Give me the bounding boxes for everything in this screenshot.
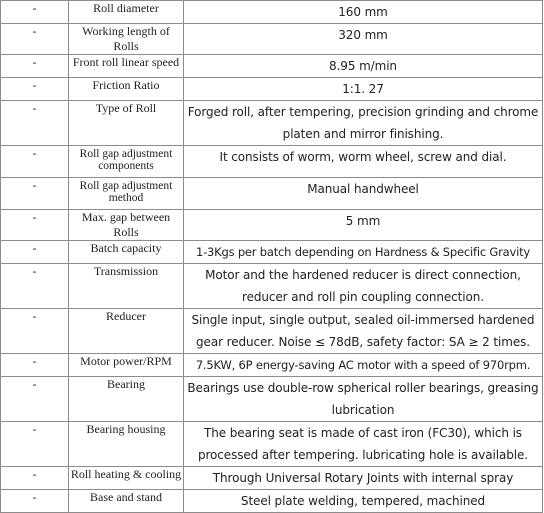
table-row	[1, 78, 543, 101]
table-row	[1, 178, 543, 210]
param-value: Bearings use double-row spherical roller bearings, greasing lubrication	[184, 377, 543, 422]
param-value: 1-3Kgs per batch depending on Hardness & Specific Gravity	[184, 241, 543, 264]
param-label: Motor power/RPM	[69, 354, 184, 377]
param-value: Single input, single output, sealed oil-immersed hardened gear reducer. Noise ≤ 78dB, safety factor: SA ≥ 2 times.	[184, 309, 543, 354]
param-label: Working length of Rolls	[69, 24, 184, 55]
table-row	[1, 1, 543, 24]
table-row	[1, 55, 543, 78]
param-value: Manual handwheel	[184, 178, 543, 210]
row-marker: -	[1, 1, 69, 24]
row-marker: -	[1, 55, 69, 78]
param-label: Batch capacity	[69, 241, 184, 264]
table-row	[1, 241, 543, 264]
row-marker: -	[1, 490, 69, 513]
param-label: Friction Ratio	[69, 78, 184, 101]
row-marker: -	[1, 377, 69, 422]
table-row	[1, 146, 543, 178]
row-marker: -	[1, 264, 69, 309]
table-row	[1, 422, 543, 467]
row-marker: -	[1, 422, 69, 467]
param-label: Reducer	[69, 309, 184, 354]
param-label: Roll gap adjustment method	[69, 178, 184, 210]
table-row	[1, 354, 543, 377]
row-marker: -	[1, 241, 69, 264]
row-marker: -	[1, 309, 69, 354]
param-label: Transmission	[69, 264, 184, 309]
param-label: Type of Roll	[69, 101, 184, 146]
param-label: Front roll linear speed	[69, 55, 184, 78]
param-value: Forged roll, after tempering, precision grinding and chrome platen and mirror finishing.	[184, 101, 543, 146]
param-value: It consists of worm, worm wheel, screw and dial.	[184, 146, 543, 178]
table-row	[1, 264, 543, 309]
param-value: 7.5KW, 6P energy-saving AC motor with a speed of 970rpm.	[184, 354, 543, 377]
param-value: 1:1. 27	[184, 78, 543, 101]
param-label: Bearing housing	[69, 422, 184, 467]
table-row	[1, 490, 543, 513]
row-marker: -	[1, 210, 69, 241]
row-marker: -	[1, 354, 69, 377]
row-marker: -	[1, 24, 69, 55]
param-value: 5 mm	[184, 210, 543, 241]
row-marker: -	[1, 178, 69, 210]
table-row	[1, 467, 543, 490]
param-value: 320 mm	[184, 24, 543, 55]
table-row	[1, 24, 543, 55]
param-label: Max. gap between Rolls	[69, 210, 184, 241]
param-label: Bearing	[69, 377, 184, 422]
row-marker: -	[1, 467, 69, 490]
table-row	[1, 309, 543, 354]
row-marker: -	[1, 146, 69, 178]
param-label: Roll heating & cooling	[69, 467, 184, 490]
table-row	[1, 101, 543, 146]
param-value: Steel plate welding, tempered, machined	[184, 490, 543, 513]
row-marker: -	[1, 101, 69, 146]
param-label: Roll diameter	[69, 1, 184, 24]
param-label: Roll gap adjustment components	[69, 146, 184, 178]
param-value: Motor and the hardened reducer is direct connection, reducer and roll pin coupling connection.	[184, 264, 543, 309]
param-value: Through Universal Rotary Joints with internal spray	[184, 467, 543, 490]
param-value: 8.95 m/min	[184, 55, 543, 78]
param-label: Base and stand	[69, 490, 184, 513]
table-row	[1, 210, 543, 241]
param-value: The bearing seat is made of cast iron (FC30), which is processed after tempering. lubricating hole is available.	[184, 422, 543, 467]
param-value: 160 mm	[184, 1, 543, 24]
table-row	[1, 377, 543, 422]
row-marker: -	[1, 78, 69, 101]
